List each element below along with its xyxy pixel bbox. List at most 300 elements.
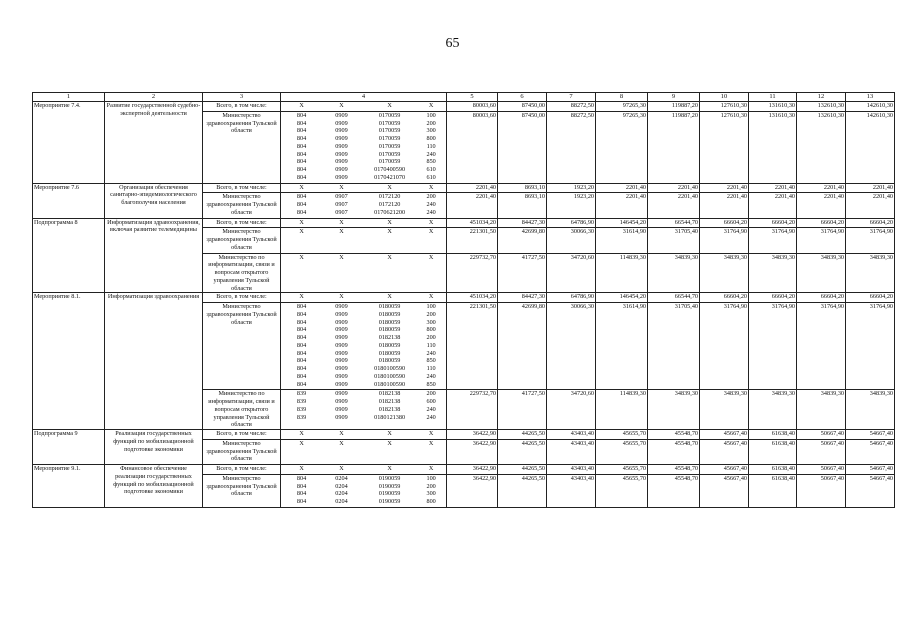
code-line <box>282 219 445 227</box>
code-type: 600 <box>426 398 436 406</box>
value-cell: 43403,40 <box>547 430 596 440</box>
code-line <box>282 166 445 174</box>
code-target: 0170059 <box>378 142 401 150</box>
code-type: 300 <box>426 490 436 498</box>
header-col-12: 12 <box>797 93 846 102</box>
value-cell: 2201,40 <box>648 183 700 193</box>
value-cell: 36422,90 <box>447 465 498 475</box>
code-target: Х <box>387 253 392 261</box>
code-section: 0204 <box>335 498 348 506</box>
value-cell: 45548,70 <box>648 474 700 507</box>
code-section: 0909 <box>335 398 348 406</box>
header-col-5: 5 <box>447 93 498 102</box>
value-cell: 45548,70 <box>648 439 700 464</box>
code-line <box>282 209 445 217</box>
value-cell: 31764,90 <box>749 303 797 390</box>
code-grbs: 804 <box>296 150 307 158</box>
code-line <box>282 390 445 398</box>
code-type: Х <box>428 430 434 438</box>
value-cell: 84427,30 <box>498 293 547 303</box>
code-line <box>282 174 445 182</box>
code-line <box>282 398 445 406</box>
code-line <box>282 151 445 159</box>
row-label: Всего, в том числе: <box>203 102 281 112</box>
value-cell: 2201,40 <box>797 193 846 218</box>
value-cell: 45655,70 <box>596 474 648 507</box>
code-grbs: Х <box>299 218 304 226</box>
row-label: Министерство по информатизации, связи и вопросам открытого управления Тульской области <box>203 390 281 430</box>
code-grbs: 804 <box>296 193 307 201</box>
value-cell: 142610,30 <box>846 111 895 183</box>
value-cell: 2201,40 <box>700 193 749 218</box>
code-section: Х <box>339 465 344 473</box>
code-grbs: 839 <box>296 405 307 413</box>
code-target: Х <box>387 228 392 236</box>
code-grbs: 804 <box>296 303 307 311</box>
code-target: 0180100590 <box>374 380 406 388</box>
value-cell: 97265,30 <box>596 102 648 112</box>
code-target: 0172120 <box>378 201 401 209</box>
budget-codes <box>281 111 447 183</box>
value-cell: 2201,40 <box>797 183 846 193</box>
code-target: 0180059 <box>378 341 401 349</box>
value-cell: 114839,30 <box>596 390 648 430</box>
value-cell: 31764,90 <box>700 303 749 390</box>
value-cell: 221301,50 <box>447 228 498 253</box>
table-row <box>33 183 895 193</box>
code-section: 0909 <box>335 318 348 326</box>
code-type: 200 <box>426 334 436 342</box>
value-cell: 146454,20 <box>596 293 648 303</box>
code-section: Х <box>339 430 344 438</box>
code-section: Х <box>339 253 344 261</box>
code-type: 100 <box>426 111 436 119</box>
code-target: Х <box>387 465 392 473</box>
value-cell: 30066,30 <box>547 228 596 253</box>
value-cell: 114839,30 <box>596 253 648 293</box>
code-target: 0190059 <box>378 498 401 506</box>
code-target: 0170059 <box>378 119 401 127</box>
budget-codes <box>281 465 447 475</box>
value-cell: 2201,40 <box>700 183 749 193</box>
block-title: Развитие государственной судебно-экспертной деятельности <box>105 102 203 184</box>
code-target: 0170059 <box>378 111 401 119</box>
code-grbs: 804 <box>296 490 307 498</box>
code-grbs: 804 <box>296 310 307 318</box>
code-grbs: 804 <box>296 127 307 135</box>
code-grbs: 804 <box>296 119 307 127</box>
value-cell: 8693,10 <box>498 183 547 193</box>
code-line <box>282 465 445 473</box>
code-line <box>282 201 445 209</box>
value-cell: 66604,20 <box>749 293 797 303</box>
value-cell: 2201,40 <box>846 193 895 218</box>
value-cell: 127610,30 <box>700 111 749 183</box>
block-title: Финансовое обеспечение реализации государственных функций по мобилизационной подготовке экономики <box>105 465 203 508</box>
code-line <box>282 303 445 311</box>
code-line <box>282 184 445 192</box>
value-cell: 61638,40 <box>749 439 797 464</box>
budget-table <box>32 92 895 508</box>
header-col-2: 2 <box>105 93 203 102</box>
code-grbs: Х <box>299 228 304 236</box>
value-cell: 36422,90 <box>447 474 498 507</box>
value-cell: 84427,30 <box>498 218 547 228</box>
budget-codes <box>281 218 447 228</box>
code-grbs: Х <box>299 439 304 447</box>
code-line <box>282 127 445 135</box>
value-cell: 31705,40 <box>648 228 700 253</box>
block-name: Подпрограмма 9 <box>33 430 105 465</box>
value-cell: 34720,60 <box>547 390 596 430</box>
table-row <box>33 102 895 112</box>
table-row <box>33 293 895 303</box>
value-cell: 66604,20 <box>846 218 895 228</box>
code-section: 0909 <box>335 372 348 380</box>
code-line <box>282 293 445 301</box>
code-target: 0182138 <box>378 398 401 406</box>
code-grbs: 804 <box>296 201 307 209</box>
code-type: Х <box>428 183 434 191</box>
value-cell: 66544,70 <box>648 218 700 228</box>
code-grbs: 804 <box>296 173 307 181</box>
code-section: 0909 <box>335 111 348 119</box>
code-line <box>282 158 445 166</box>
code-section: 0909 <box>335 357 348 365</box>
row-label: Всего, в том числе: <box>203 430 281 440</box>
code-target: 0172120 <box>378 193 401 201</box>
code-section: 0909 <box>335 365 348 373</box>
code-grbs: 804 <box>296 498 307 506</box>
code-type: 100 <box>426 303 436 311</box>
value-cell: 66604,20 <box>749 218 797 228</box>
code-line <box>282 414 445 422</box>
block-name: Мероприятие 8.1. <box>33 293 105 430</box>
code-type: 850 <box>426 158 436 166</box>
value-cell: 45667,40 <box>700 439 749 464</box>
value-cell: 2201,40 <box>846 183 895 193</box>
block-name: Подпрограмма 8 <box>33 218 105 293</box>
budget-codes <box>281 474 447 507</box>
row-label: Министерство по информатизации, связи и вопросам открытого управления Тульской области <box>203 253 281 293</box>
code-section: 0204 <box>335 482 348 490</box>
value-cell: 8693,10 <box>498 193 547 218</box>
code-type: 240 <box>426 150 436 158</box>
code-line <box>282 143 445 151</box>
header-col-4: 4 <box>281 93 447 102</box>
value-cell: 31764,90 <box>749 228 797 253</box>
value-cell: 66544,70 <box>648 293 700 303</box>
code-section: 0907 <box>335 193 348 201</box>
code-type: Х <box>428 293 434 301</box>
row-label: Министерство здравоохранения Тульской области <box>203 303 281 390</box>
code-line <box>282 334 445 342</box>
block-name: Мероприятие 9.1. <box>33 465 105 508</box>
table-row <box>33 218 895 228</box>
row-label: Всего, в том числе: <box>203 183 281 193</box>
code-grbs: 804 <box>296 357 307 365</box>
value-cell: 45655,70 <box>596 465 648 475</box>
budget-codes <box>281 253 447 293</box>
code-type: 610 <box>426 173 436 181</box>
value-cell: 50667,40 <box>797 474 846 507</box>
row-label: Министерство здравоохранения Тульской области <box>203 228 281 253</box>
code-line <box>282 498 445 506</box>
header-col-1: 1 <box>33 93 105 102</box>
header-row <box>33 93 895 102</box>
value-cell: 54667,40 <box>846 474 895 507</box>
budget-codes <box>281 303 447 390</box>
page-number: 65 <box>445 36 460 51</box>
value-cell: 34839,30 <box>797 390 846 430</box>
value-cell: 42699,80 <box>498 228 547 253</box>
code-target: Х <box>387 293 392 301</box>
code-type: 200 <box>426 390 436 398</box>
value-cell: 229732,70 <box>447 253 498 293</box>
code-line <box>282 483 445 491</box>
code-section: 0909 <box>335 405 348 413</box>
code-target: 0190059 <box>378 482 401 490</box>
code-section: 0204 <box>335 490 348 498</box>
block-title: Организация обеспечения санитарно-эпидемиологического благополучия населения <box>105 183 203 218</box>
code-line <box>282 440 445 448</box>
value-cell: 44265,50 <box>498 430 547 440</box>
budget-codes <box>281 193 447 218</box>
value-cell: 131610,30 <box>749 111 797 183</box>
code-section: 0909 <box>335 326 348 334</box>
code-type: 240 <box>426 405 436 413</box>
value-cell: 31764,90 <box>846 303 895 390</box>
value-cell: 80003,60 <box>447 102 498 112</box>
code-type: Х <box>428 253 434 261</box>
value-cell: 45667,40 <box>700 430 749 440</box>
value-cell: 31705,40 <box>648 303 700 390</box>
row-label: Министерство здравоохранения Тульской области <box>203 474 281 507</box>
value-cell: 34839,30 <box>749 253 797 293</box>
value-cell: 131610,30 <box>749 102 797 112</box>
code-type: 850 <box>426 357 436 365</box>
budget-codes <box>281 390 447 430</box>
value-cell: 2201,40 <box>447 193 498 218</box>
value-cell: 66604,20 <box>797 218 846 228</box>
value-cell: 64786,90 <box>547 218 596 228</box>
code-grbs: Х <box>299 102 304 110</box>
code-line <box>282 373 445 381</box>
value-cell: 41727,50 <box>498 253 547 293</box>
code-type: 100 <box>426 474 436 482</box>
value-cell: 61638,40 <box>749 430 797 440</box>
value-cell: 221301,50 <box>447 303 498 390</box>
budget-codes <box>281 183 447 193</box>
code-grbs: 804 <box>296 142 307 150</box>
budget-codes <box>281 430 447 440</box>
value-cell: 34839,30 <box>749 390 797 430</box>
code-type: 610 <box>426 166 436 174</box>
code-grbs: 804 <box>296 474 307 482</box>
code-section: 0909 <box>335 173 348 181</box>
value-cell: 2201,40 <box>749 183 797 193</box>
code-target: 0170621200 <box>374 208 406 216</box>
value-cell: 31614,90 <box>596 303 648 390</box>
code-type: Х <box>428 102 434 110</box>
header-col-13: 13 <box>846 93 895 102</box>
value-cell: 132610,30 <box>797 111 846 183</box>
value-cell: 45655,70 <box>596 439 648 464</box>
value-cell: 45667,40 <box>700 465 749 475</box>
header-col-3: 3 <box>203 93 281 102</box>
value-cell: 45655,70 <box>596 430 648 440</box>
code-section: 0909 <box>335 158 348 166</box>
value-cell: 54667,40 <box>846 465 895 475</box>
code-section: 0909 <box>335 349 348 357</box>
value-cell: 146454,20 <box>596 218 648 228</box>
code-grbs: 804 <box>296 158 307 166</box>
code-section: 0907 <box>335 201 348 209</box>
code-target: 0180059 <box>378 326 401 334</box>
code-line <box>282 319 445 327</box>
code-grbs: 804 <box>296 482 307 490</box>
code-line <box>282 490 445 498</box>
code-grbs: 839 <box>296 390 307 398</box>
code-line <box>282 112 445 120</box>
code-section: 0909 <box>335 150 348 158</box>
code-line <box>282 406 445 414</box>
code-type: 800 <box>426 135 436 143</box>
code-section: Х <box>339 293 344 301</box>
header-col-7: 7 <box>547 93 596 102</box>
value-cell: 64786,90 <box>547 293 596 303</box>
code-section: Х <box>339 439 344 447</box>
value-cell: 31614,90 <box>596 228 648 253</box>
code-type: 200 <box>426 310 436 318</box>
value-cell: 34839,30 <box>700 390 749 430</box>
code-section: 0909 <box>335 334 348 342</box>
value-cell: 34839,30 <box>648 390 700 430</box>
code-target: 0190059 <box>378 490 401 498</box>
value-cell: 2201,40 <box>447 183 498 193</box>
budget-codes <box>281 439 447 464</box>
row-label: Всего, в том числе: <box>203 465 281 475</box>
code-type: 200 <box>426 119 436 127</box>
code-target: 0170400590 <box>374 166 406 174</box>
block-title: Реализация государственных функций по мобилизационной подготовке экономики <box>105 430 203 465</box>
code-type: 240 <box>426 208 436 216</box>
value-cell: 43403,40 <box>547 474 596 507</box>
code-line <box>282 228 445 236</box>
code-section: 0909 <box>335 166 348 174</box>
row-label: Министерство здравоохранения Тульской области <box>203 439 281 464</box>
value-cell: 2201,40 <box>749 193 797 218</box>
block-title: Информатизация здравоохранения, включая развитие телемедицины <box>105 218 203 293</box>
code-grbs: Х <box>299 253 304 261</box>
code-section: 0909 <box>335 413 348 421</box>
code-grbs: 804 <box>296 372 307 380</box>
code-line <box>282 102 445 110</box>
code-grbs: 804 <box>296 166 307 174</box>
code-section: 0909 <box>335 380 348 388</box>
code-section: 0909 <box>335 303 348 311</box>
value-cell: 45548,70 <box>648 465 700 475</box>
row-label: Министерство здравоохранения Тульской области <box>203 193 281 218</box>
code-target: 0182138 <box>378 390 401 398</box>
code-type: 300 <box>426 127 436 135</box>
code-grbs: 804 <box>296 318 307 326</box>
code-target: 0180059 <box>378 349 401 357</box>
code-target: 0180100590 <box>374 372 406 380</box>
header-col-11: 11 <box>749 93 797 102</box>
value-cell: 45667,40 <box>700 474 749 507</box>
code-section: 0909 <box>335 390 348 398</box>
value-cell: 229732,70 <box>447 390 498 430</box>
value-cell: 87450,00 <box>498 111 547 183</box>
code-type: Х <box>428 439 434 447</box>
code-target: 0190059 <box>378 474 401 482</box>
value-cell: 66604,20 <box>700 218 749 228</box>
value-cell: 1923,20 <box>547 193 596 218</box>
value-cell: 2201,40 <box>596 193 648 218</box>
code-grbs: 804 <box>296 334 307 342</box>
code-line <box>282 326 445 334</box>
value-cell: 41727,50 <box>498 390 547 430</box>
code-type: Х <box>428 218 434 226</box>
code-grbs: 839 <box>296 398 307 406</box>
code-type: 850 <box>426 380 436 388</box>
code-target: 0170059 <box>378 150 401 158</box>
code-type: 240 <box>426 349 436 357</box>
code-section: Х <box>339 218 344 226</box>
value-cell: 61638,40 <box>749 465 797 475</box>
value-cell: 34839,30 <box>700 253 749 293</box>
value-cell: 43403,40 <box>547 465 596 475</box>
code-line <box>282 254 445 262</box>
code-grbs: Х <box>299 183 304 191</box>
code-line <box>282 311 445 319</box>
value-cell: 97265,30 <box>596 111 648 183</box>
code-line <box>282 342 445 350</box>
code-type: 110 <box>426 365 436 373</box>
code-section: 0909 <box>335 127 348 135</box>
code-target: 0180059 <box>378 310 401 318</box>
code-target: 0182138 <box>378 334 401 342</box>
value-cell: 80003,60 <box>447 111 498 183</box>
code-line <box>282 365 445 373</box>
row-label: Министерство здравоохранения Тульской области <box>203 111 281 183</box>
code-target: 0180059 <box>378 318 401 326</box>
value-cell: 66604,20 <box>846 293 895 303</box>
code-type: 200 <box>426 482 436 490</box>
value-cell: 44265,50 <box>498 474 547 507</box>
code-type: 110 <box>426 142 436 150</box>
code-grbs: 804 <box>296 341 307 349</box>
code-section: 0204 <box>335 474 348 482</box>
code-type: Х <box>428 465 434 473</box>
code-line <box>282 350 445 358</box>
code-grbs: 804 <box>296 208 307 216</box>
code-target: Х <box>387 183 392 191</box>
code-grbs: Х <box>299 465 304 473</box>
code-target: 0182138 <box>378 405 401 413</box>
value-cell: 1923,20 <box>547 183 596 193</box>
value-cell: 451034,20 <box>447 293 498 303</box>
code-section: Х <box>339 102 344 110</box>
block-name: Мероприятие 7.4. <box>33 102 105 184</box>
code-grbs: 804 <box>296 380 307 388</box>
code-target: 0170421070 <box>374 173 406 181</box>
code-target: Х <box>387 218 392 226</box>
code-section: 0909 <box>335 119 348 127</box>
value-cell: 34720,60 <box>547 253 596 293</box>
code-grbs: 804 <box>296 365 307 373</box>
